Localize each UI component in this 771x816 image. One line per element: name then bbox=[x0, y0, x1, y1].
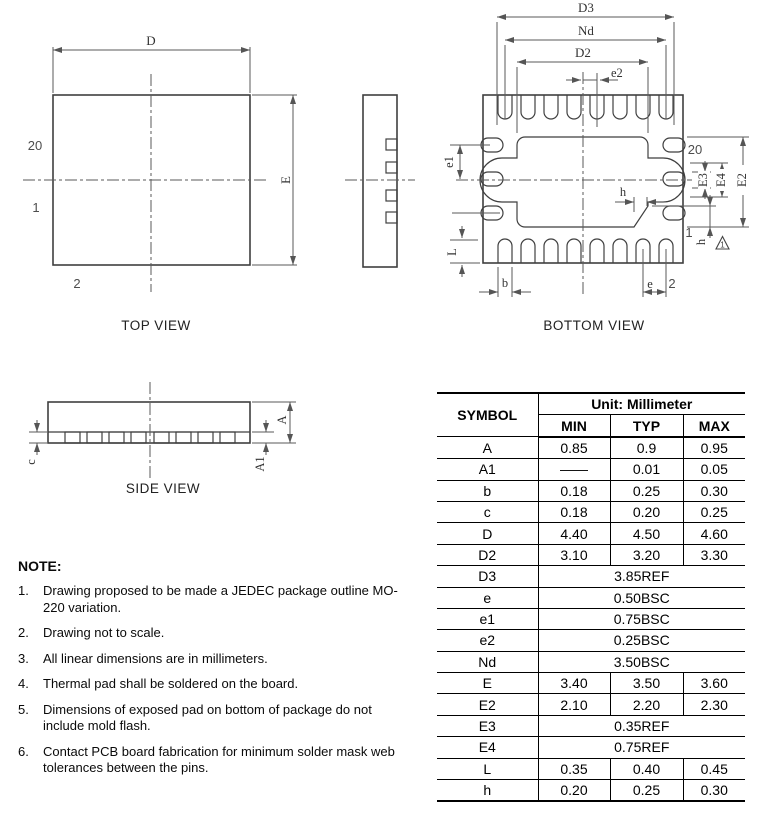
table-row bbox=[437, 437, 745, 459]
note-text: Dimensions of exposed pad on bottom of package do not include mold flash. bbox=[43, 701, 372, 733]
cell-symbol: D3 bbox=[437, 566, 538, 587]
cell-max: 3.60 bbox=[683, 673, 745, 694]
note-flag-number: 1 bbox=[720, 240, 725, 250]
table-row bbox=[437, 587, 745, 608]
dim-label-E3: E3 bbox=[696, 173, 710, 187]
table-header-max: MAX bbox=[683, 415, 745, 437]
cell-min: 0.35 bbox=[538, 758, 610, 779]
dim-label-E2: E2 bbox=[735, 173, 749, 187]
note-number: 4. bbox=[18, 676, 29, 691]
extension-lines-D bbox=[53, 47, 250, 93]
cell-span-value: 0.25BSC bbox=[538, 630, 745, 651]
cell-max: 4.60 bbox=[683, 523, 745, 544]
cell-span-value: 0.75REF bbox=[538, 737, 745, 758]
top-edge-pin-slots bbox=[498, 95, 673, 119]
cell-typ: 3.20 bbox=[610, 544, 683, 565]
dim-label-A1: A1 bbox=[253, 456, 267, 472]
note-text: Drawing proposed to be made a JEDEC package outline MO-220 variation. bbox=[43, 583, 398, 615]
notes-title: NOTE: bbox=[18, 558, 62, 574]
extension-lines-c bbox=[29, 432, 47, 443]
dim-label-h-horizontal: h bbox=[619, 185, 627, 199]
cell-min: 3.10 bbox=[538, 544, 610, 565]
cell-typ: 0.9 bbox=[610, 437, 683, 459]
cell-symbol: E3 bbox=[437, 715, 538, 736]
top-view bbox=[23, 33, 297, 333]
note-number: 2. bbox=[18, 625, 29, 640]
note-number: 3. bbox=[18, 650, 29, 666]
profile-lead-pads bbox=[386, 139, 397, 223]
dim-label-c: c bbox=[24, 459, 38, 465]
cell-max: 0.95 bbox=[683, 437, 745, 459]
note-item bbox=[18, 651, 400, 668]
cell-symbol: h bbox=[437, 780, 538, 802]
cell-typ: 0.25 bbox=[610, 780, 683, 802]
table-row bbox=[437, 780, 745, 802]
note-text: Contact PCB board fabrication for minimum solder mask web tolerances between the pins. bbox=[43, 743, 395, 775]
cell-max: 0.05 bbox=[683, 459, 745, 480]
table-row bbox=[437, 608, 745, 629]
cell-span-value: 0.35REF bbox=[538, 715, 745, 736]
extension-lines-A-A1 bbox=[252, 402, 296, 443]
top-view-caption: TOP VIEW bbox=[121, 318, 191, 333]
dim-label-D2: D2 bbox=[575, 45, 591, 60]
pin-label-1: 1 bbox=[685, 225, 693, 240]
right-edge-pins bbox=[663, 138, 685, 220]
dim-label-A: A bbox=[275, 415, 289, 425]
table-row bbox=[437, 459, 745, 480]
table-row bbox=[437, 544, 745, 565]
cell-typ: 0.25 bbox=[610, 480, 683, 501]
note-number: 6. bbox=[18, 743, 29, 759]
dim-label-Nd: Nd bbox=[578, 23, 594, 38]
table-row bbox=[437, 715, 745, 736]
cell-typ: 0.20 bbox=[610, 501, 683, 522]
note-number: 5. bbox=[18, 701, 29, 717]
table-header-typ: TYP bbox=[610, 415, 683, 437]
table-row bbox=[437, 480, 745, 501]
dim-label-D3: D3 bbox=[578, 0, 594, 15]
side-profile-view bbox=[345, 95, 415, 267]
side-view-caption: SIDE VIEW bbox=[125, 481, 201, 496]
cell-typ: 3.50 bbox=[610, 673, 683, 694]
cell-min: 0.20 bbox=[538, 780, 610, 802]
dim-label-e: e bbox=[647, 277, 653, 291]
cell-min: 3.40 bbox=[538, 673, 610, 694]
table-row bbox=[437, 501, 745, 522]
cell-min: 0.18 bbox=[538, 501, 610, 522]
cell-typ: 0.40 bbox=[610, 758, 683, 779]
cell-span-value: 0.75BSC bbox=[538, 608, 745, 629]
cell-symbol: e2 bbox=[437, 630, 538, 651]
table-row bbox=[437, 694, 745, 715]
table-header-min: MIN bbox=[538, 415, 610, 437]
cell-min: 2.10 bbox=[538, 694, 610, 715]
pin-label-20: 20 bbox=[27, 138, 43, 153]
cell-min: 0.85 bbox=[538, 437, 610, 459]
table-row bbox=[437, 566, 745, 587]
dim-label-h-vertical: h bbox=[694, 238, 708, 246]
cell-max: 0.30 bbox=[683, 480, 745, 501]
cell-symbol: e1 bbox=[437, 608, 538, 629]
cell-symbol: b bbox=[437, 480, 538, 501]
cell-span-value: 0.50BSC bbox=[538, 587, 745, 608]
cell-max: 3.30 bbox=[683, 544, 745, 565]
table-row bbox=[437, 758, 745, 779]
cell-max: 2.30 bbox=[683, 694, 745, 715]
table-row bbox=[437, 651, 745, 672]
cell-symbol: A bbox=[437, 437, 538, 459]
cell-span-value: 3.85REF bbox=[538, 566, 745, 587]
cell-symbol: A1 bbox=[437, 459, 538, 480]
cell-symbol: e bbox=[437, 587, 538, 608]
cell-symbol: c bbox=[437, 501, 538, 522]
table-row bbox=[437, 737, 745, 758]
pin-label-2: 2 bbox=[73, 276, 81, 291]
cell-typ: 0.01 bbox=[610, 459, 683, 480]
cell-typ: 4.50 bbox=[610, 523, 683, 544]
cell-symbol: E bbox=[437, 673, 538, 694]
cell-symbol: D2 bbox=[437, 544, 538, 565]
dim-label-e2: e2 bbox=[611, 66, 623, 80]
profile-body bbox=[363, 95, 397, 267]
dim-label-E4: E4 bbox=[714, 173, 728, 187]
note-item bbox=[18, 744, 400, 777]
pin-label-1: 1 bbox=[32, 200, 40, 215]
table-row bbox=[437, 673, 745, 694]
table-row bbox=[437, 523, 745, 544]
dim-label-D: D bbox=[146, 33, 156, 48]
dim-label-b: b bbox=[501, 276, 509, 290]
note-text: All linear dimensions are in millimeters. bbox=[43, 650, 268, 666]
side-view bbox=[24, 382, 296, 496]
note-item bbox=[18, 583, 400, 616]
note-text: Thermal pad shall be soldered on the board. bbox=[43, 676, 299, 691]
table-row bbox=[437, 630, 745, 651]
dimension-table bbox=[437, 392, 745, 802]
table-header-unit: Unit: Millimeter bbox=[538, 393, 745, 415]
dim-label-e1: e1 bbox=[442, 156, 456, 168]
cell-span-value: 3.50BSC bbox=[538, 651, 745, 672]
cell-min: —— bbox=[538, 459, 610, 480]
dim-label-E: E bbox=[278, 176, 293, 184]
cell-symbol: D bbox=[437, 523, 538, 544]
note-number: 1. bbox=[18, 583, 29, 598]
pin-label-20: 20 bbox=[687, 142, 703, 157]
cell-typ: 2.20 bbox=[610, 694, 683, 715]
cell-max: 0.25 bbox=[683, 501, 745, 522]
table-header-symbol: SYMBOL bbox=[437, 393, 538, 437]
notes-section bbox=[18, 558, 400, 777]
cell-max: 0.30 bbox=[683, 780, 745, 802]
dim-label-L: L bbox=[445, 248, 459, 256]
bottom-view bbox=[442, 0, 749, 333]
note-text: Drawing not to scale. bbox=[43, 625, 165, 640]
cell-min: 4.40 bbox=[538, 523, 610, 544]
cell-symbol: L bbox=[437, 758, 538, 779]
pin-row-tick-lines bbox=[450, 145, 500, 213]
note-item bbox=[18, 625, 400, 642]
cell-min: 0.18 bbox=[538, 480, 610, 501]
bottom-view-caption: BOTTOM VIEW bbox=[543, 318, 645, 333]
note-item bbox=[18, 702, 400, 735]
cell-symbol: Nd bbox=[437, 651, 538, 672]
cell-symbol: E2 bbox=[437, 694, 538, 715]
note-item bbox=[18, 676, 400, 693]
left-edge-pins bbox=[481, 138, 503, 220]
cell-symbol: E4 bbox=[437, 737, 538, 758]
cell-max: 0.45 bbox=[683, 758, 745, 779]
pin-label-2: 2 bbox=[668, 276, 676, 291]
bottom-edge-pin-slots bbox=[498, 239, 673, 263]
